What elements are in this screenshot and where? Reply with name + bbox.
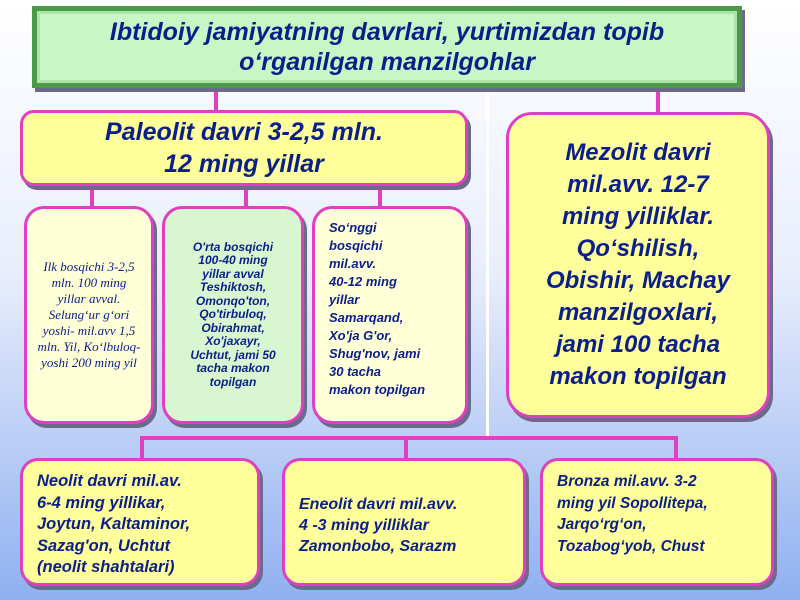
paleolit-box: Paleolit davri 3-2,5 mln. 12 ming yillar (20, 110, 468, 186)
diagram-title: Ibtidoiy jamiyatning davrlari, yurtimizdan topib o‘rganilgan manzilgohlar (32, 6, 742, 88)
stage-box-orta: O'rta bosqichi 100-40 ming yillar avval Teshiktosh, Omonqo'ton, Qo'tirbuloq, Obirahmat, Xo'jaxayr, Uchtut, jami 50 tacha makon topilgan (162, 206, 304, 424)
connector-main-vertical (486, 88, 489, 438)
stage-box-songgi: So‘nggi bosqichi mil.avv. 40-12 ming yillar Samarqand, Xo'ja G'or, Shug'nov, jami 30 tacha makon topilgan (312, 206, 468, 424)
connector-bottom-horizontal (140, 436, 678, 440)
neolit-box: Neolit davri mil.av. 6-4 ming yillikar, Joytun, Kaltaminor, Sazag'on, Uchtut (neolit shahtalari) (20, 458, 260, 586)
connector-title-to-mezolit (656, 88, 660, 114)
bronza-box: Bronza mil.avv. 3-2 ming yil Sopollitepa, Jarqo‘rg‘on, Tozabog‘yob, Chust (540, 458, 774, 586)
connector-paleolit-to-stage-3 (378, 184, 382, 208)
connector-paleolit-to-stage-1 (90, 184, 94, 208)
connector-to-bronza (674, 436, 678, 460)
connector-to-eneolit (404, 436, 408, 460)
connector-to-neolit (140, 436, 144, 460)
connector-paleolit-to-stage-2 (244, 184, 248, 208)
stage-box-ilk: Ilk bosqichi 3-2,5 mln. 100 ming yillar avval. Selung‘ur g‘ori yoshi- mil.avv 1,5 mln. Yil, Ko‘lbuloq-yoshi 200 ming yil (24, 206, 154, 424)
eneolit-box: Eneolit davri mil.avv. 4 -3 ming yilliklar Zamonbobo, Sarazm (282, 458, 526, 586)
mezolit-box: Mezolit davri mil.avv. 12-7 ming yilliklar. Qo‘shilish, Obishir, Machay manzilgoxlari, jami 100 tacha makon topilgan (506, 112, 770, 418)
